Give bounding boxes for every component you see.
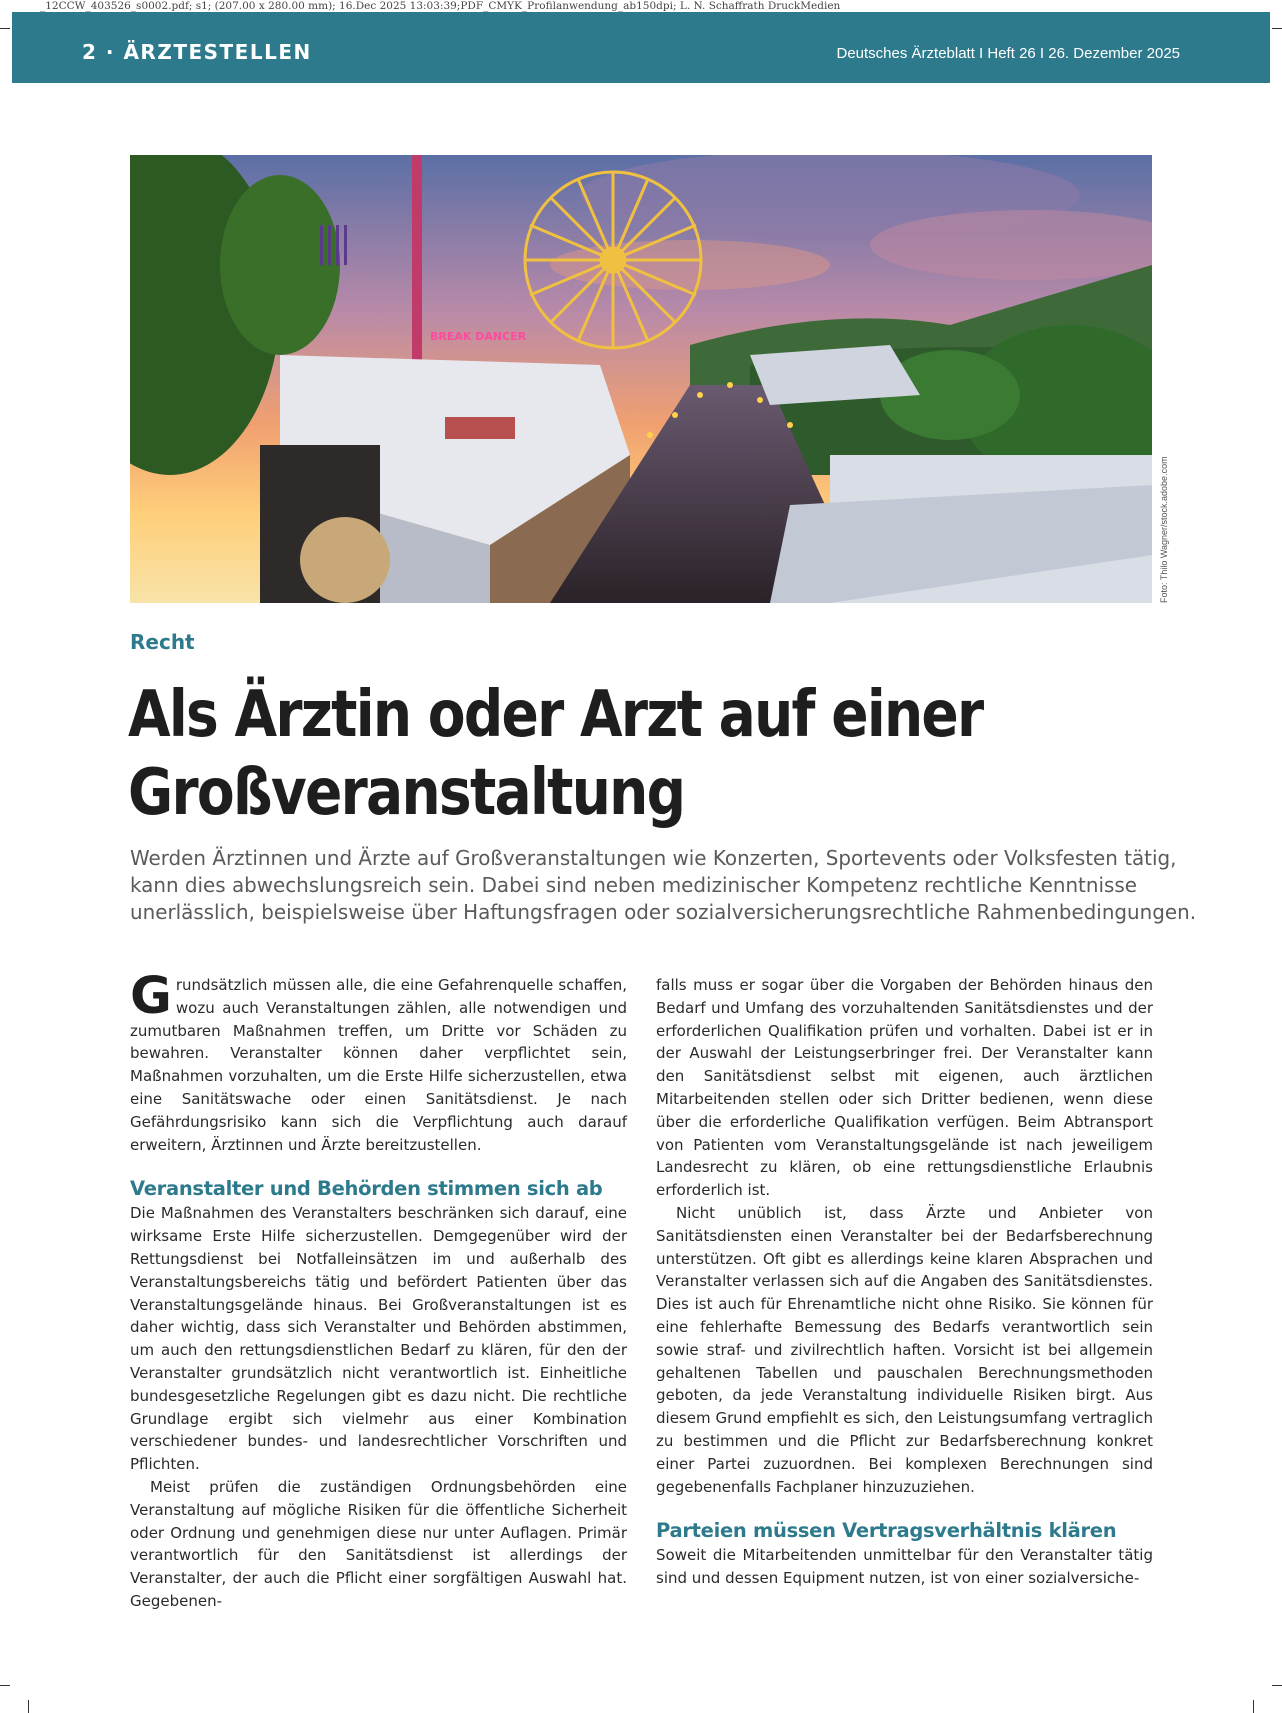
article-kicker: Recht bbox=[130, 630, 195, 654]
page-header bbox=[12, 12, 1270, 83]
print-slug: _12CCW_403526_s0002.pdf; s1; (207.00 x 280.00 mm); 16.Dec 2025 13:03:39;PDF_CMYK_Profilanwendung_ab150dpi; L. N. Schaffrath DruckMedien bbox=[40, 0, 841, 12]
section-label: 2 · ÄRZTESTELLEN bbox=[82, 40, 312, 64]
hero-photo bbox=[130, 155, 1152, 603]
subheading: Parteien müssen Vertragsverhältnis klären bbox=[656, 1519, 1117, 1543]
title-line: Als Ärztin oder Arzt auf einer bbox=[128, 678, 983, 752]
ride-sign: BREAK DANCER bbox=[430, 330, 527, 343]
lead-line: Werden Ärztinnen und Ärzte auf Großveranstaltungen wie Konzerten, Sportevents oder Volksfesten tätig, bbox=[130, 846, 1177, 870]
paragraph: falls muss er sogar über die Vorgaben der Behörden hinaus den Bedarf und Umfang des vorzuhaltenden Sanitätsdienstes und der erforderlichen Qualifikation prüfen und vorhalten. Dabei ist er in der Auswahl der Leistungserbringer frei. Der Veranstalter kann den Sanitätsdienst selbst mit eigenen, auch ärztlichen Mitarbeitenden stellen oder sich Dritter bedienen, wenn diese über die erforderliche Qualifikation verfügen. Beim Abtransport von Patienten vom Veranstaltungsgelände ist nach jeweiligem Landesrecht zu klären, ob eine rettungsdienstliche Erlaubnis erforderlich ist. bbox=[656, 976, 1153, 1200]
article-title bbox=[128, 676, 1022, 832]
lead-line: kann dies abwechslungsreich sein. Dabei sind neben medizinischer Kompetenz rechtliche Kenntnisse bbox=[130, 873, 1137, 897]
paragraph: Soweit die Mitarbeitenden unmittelbar für den Veranstalter tätig sind und dessen Equipment nutzen, ist von einer sozialversiche- bbox=[656, 1546, 1153, 1588]
paragraph: Nicht unüblich ist, dass Ärzte und Anbieter von Sanitätsdiensten einen Veranstalter bei der Bedarfsberechnung unterstützen. Oft gibt es allerdings keine klaren Absprachen und Veranstalter verlassen sich auf die Angaben des Sanitätsdienstes. Dies ist auch für Ehrenamtliche nicht ohne Risiko. Sie können für eine fehlerhafte Bemessung des Bedarfs verantwortlich sein sowie straf- und zivilrechtlich haften. Vorsicht ist bei allgemein gehaltenen Tabellen und pauschalen Berechnungsmethoden geboten, da jede Veranstaltung individuelle Risiken birgt. Aus diesem Grund empfiehlt es sich, den Leistungsumfang vertraglich zu bestimmen und die Pflicht zur Bedarfsberechnung konkret einer Partei zuzuordnen. Bei komplexen Berechnungen sind gegebenenfalls Fachplaner hinzuzuziehen. bbox=[656, 1203, 1153, 1496]
article-column-left bbox=[130, 967, 627, 1613]
ferris-wheel bbox=[525, 172, 701, 348]
crop-mark bbox=[1272, 1685, 1282, 1686]
crop-mark bbox=[0, 28, 10, 29]
publication-info: Deutsches Ärzteblatt I Heft 26 I 26. Dezember 2025 bbox=[836, 45, 1180, 62]
article-lead bbox=[130, 845, 1197, 926]
paragraph: Die Maßnahmen des Veranstalters beschränken sich darauf, eine wirksame Erste Hilfe sicherzustellen. Demgegenüber wird der Rettungsdienst bei Notfalleinsätzen im und außerhalb des Veranstaltungsbereichs tätig und befördert Patienten über das Veranstaltungsgelände hinaus. Bei Großveranstaltungen ist es daher wichtig, dass sich Veranstalter und Behörden abstimmen, um auch den rettungsdienstlichen Bedarf zu klären, für den der Veranstalter grundsätzlich nicht verantwortlich ist. Einheitliche bundesgesetzliche Regelungen gibt es dazu nicht. Die rechtliche Grundlage ergibt sich vielmehr aus einer Kombination verschiedener bundes- und landesrechtlicher Vorschriften und Pflichten. bbox=[130, 1204, 627, 1474]
title-line: Großveranstaltung bbox=[128, 756, 685, 830]
lead-line: unerlässlich, beispielsweise über Haftungsfragen oder sozialversicherungsrechtliche Rahmenbedingungen. bbox=[130, 900, 1197, 924]
paragraph: Meist prüfen die zuständigen Ordnungsbehörden eine Veranstaltung auf mögliche Risiken für die öffentliche Sicherheit oder Ordnung und genehmigen diese nur unter Auflagen. Primär verantwortlich für den Sanitätsdienst ist allerdings der Veranstalter, der auch die Pflicht einer sorgfältigen Auswahl hat. Gegebenen- bbox=[130, 1477, 627, 1610]
crop-mark bbox=[1272, 28, 1282, 29]
crop-mark bbox=[1253, 1700, 1254, 1713]
subheading: Veranstalter und Behörden stimmen sich ab bbox=[130, 1177, 603, 1201]
crop-mark bbox=[28, 1700, 29, 1713]
paragraph: Grundsätzlich müssen alle, die eine Gefahrenquelle schaffen, wozu auch Veranstaltungen zählen, alle notwendigen und zumutbaren Maßnahmen treffen, um Dritte vor Schäden zu bewahren. Veranstalter können daher verpflichtet sein, Maßnahmen vorzuhalten, um die Erste Hilfe sicherzustellen, etwa eine Sanitätswache oder einen Sanitätsdienst. Je nach Gefährdungsrisiko kann sich die Verpflichtung auch darauf erweitern, Ärztinnen und Ärzte bereitzustellen. bbox=[130, 967, 627, 1154]
article-column-right bbox=[656, 974, 1153, 1590]
crop-mark bbox=[0, 1685, 10, 1686]
dropcap: G bbox=[130, 967, 172, 1026]
photo-credit: Foto: Thilo Wagner/stock.adobe.com bbox=[1159, 456, 1169, 603]
